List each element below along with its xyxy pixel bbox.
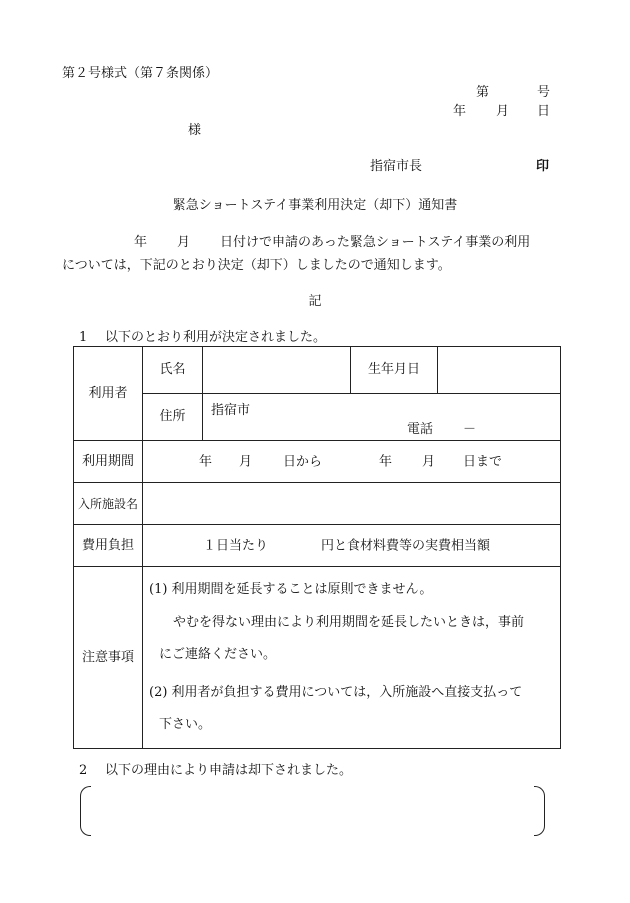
- number-prefix: 第: [476, 85, 490, 100]
- notes-label: 注意事項: [74, 567, 143, 749]
- period-input[interactable]: [143, 441, 561, 483]
- intro-year: 年: [134, 235, 148, 250]
- period-start-day: 日から: [283, 453, 323, 469]
- address-input[interactable]: [203, 394, 561, 441]
- note-1-line-3: にご連絡ください。: [159, 647, 277, 662]
- cost-per-day: １日当たり: [203, 537, 269, 553]
- period-end-year: 年: [379, 453, 393, 469]
- left-bracket: [80, 786, 91, 836]
- section-2-number: 2: [79, 763, 88, 778]
- period-label: 利用期間: [74, 441, 143, 483]
- section-1-text: 以下のとおり利用が決定されました。: [105, 330, 327, 345]
- period-start-year: 年: [199, 453, 213, 469]
- section-2-text: 以下の理由により申請は却下されました。: [105, 763, 353, 778]
- period-end-day: 日まで: [463, 453, 503, 469]
- section-1-number: 1: [79, 330, 88, 345]
- addressee-suffix: 様: [188, 123, 202, 138]
- document-title: 緊急ショートステイ事業利用決定（却下）通知書: [172, 198, 458, 213]
- birthdate-label: 生年月日: [351, 347, 438, 394]
- name-input[interactable]: [203, 347, 351, 394]
- facility-input[interactable]: [143, 483, 561, 525]
- period-end-month: 月: [422, 453, 436, 469]
- note-1-line-2: やむを得ない理由により利用期間を延長したいときは，事前: [173, 614, 525, 630]
- note-2-line-1: (2) 利用者が負担する費用については，入所施設へ直接支払って: [149, 684, 523, 700]
- issuer-name: 指宿市長: [370, 159, 423, 174]
- number-suffix: 号: [536, 85, 550, 100]
- cost-input[interactable]: [143, 525, 561, 567]
- address-city: 指宿市: [211, 403, 251, 418]
- cost-label: 費用負担: [74, 525, 143, 567]
- user-label: 利用者: [74, 347, 143, 441]
- birthdate-input[interactable]: [438, 347, 561, 394]
- ki-heading: 記: [308, 294, 322, 309]
- right-bracket: [534, 786, 545, 836]
- name-label: 氏名: [143, 347, 203, 394]
- date-month: 月: [496, 104, 510, 119]
- form-reference: 第２号様式（第７条関係）: [62, 66, 219, 81]
- intro-rest: 日付けで申請のあった緊急ショートステイ事業の利用: [220, 235, 531, 250]
- rejection-reason-box[interactable]: [80, 786, 545, 836]
- phone-label: 電話: [407, 422, 434, 437]
- address-label: 住所: [143, 394, 203, 441]
- cost-description: 円と食材料費等の実費相当額: [321, 537, 491, 553]
- note-2-line-2: 下さい。: [159, 717, 212, 732]
- facility-label: 入所施設名: [74, 483, 143, 525]
- intro-month: 月: [177, 235, 191, 250]
- date-day: 日: [536, 104, 550, 119]
- date-year: 年: [453, 104, 467, 119]
- note-1-line-1: (1) 利用期間を延長することは原則できません。: [149, 582, 433, 597]
- phone-dash: －: [463, 422, 477, 437]
- seal-mark: 印: [536, 159, 550, 174]
- intro-line-2: については，下記のとおり決定（却下）しましたので通知します。: [62, 258, 451, 273]
- decision-table: [73, 346, 561, 749]
- period-start-month: 月: [239, 453, 253, 469]
- notes-content: [143, 567, 561, 749]
